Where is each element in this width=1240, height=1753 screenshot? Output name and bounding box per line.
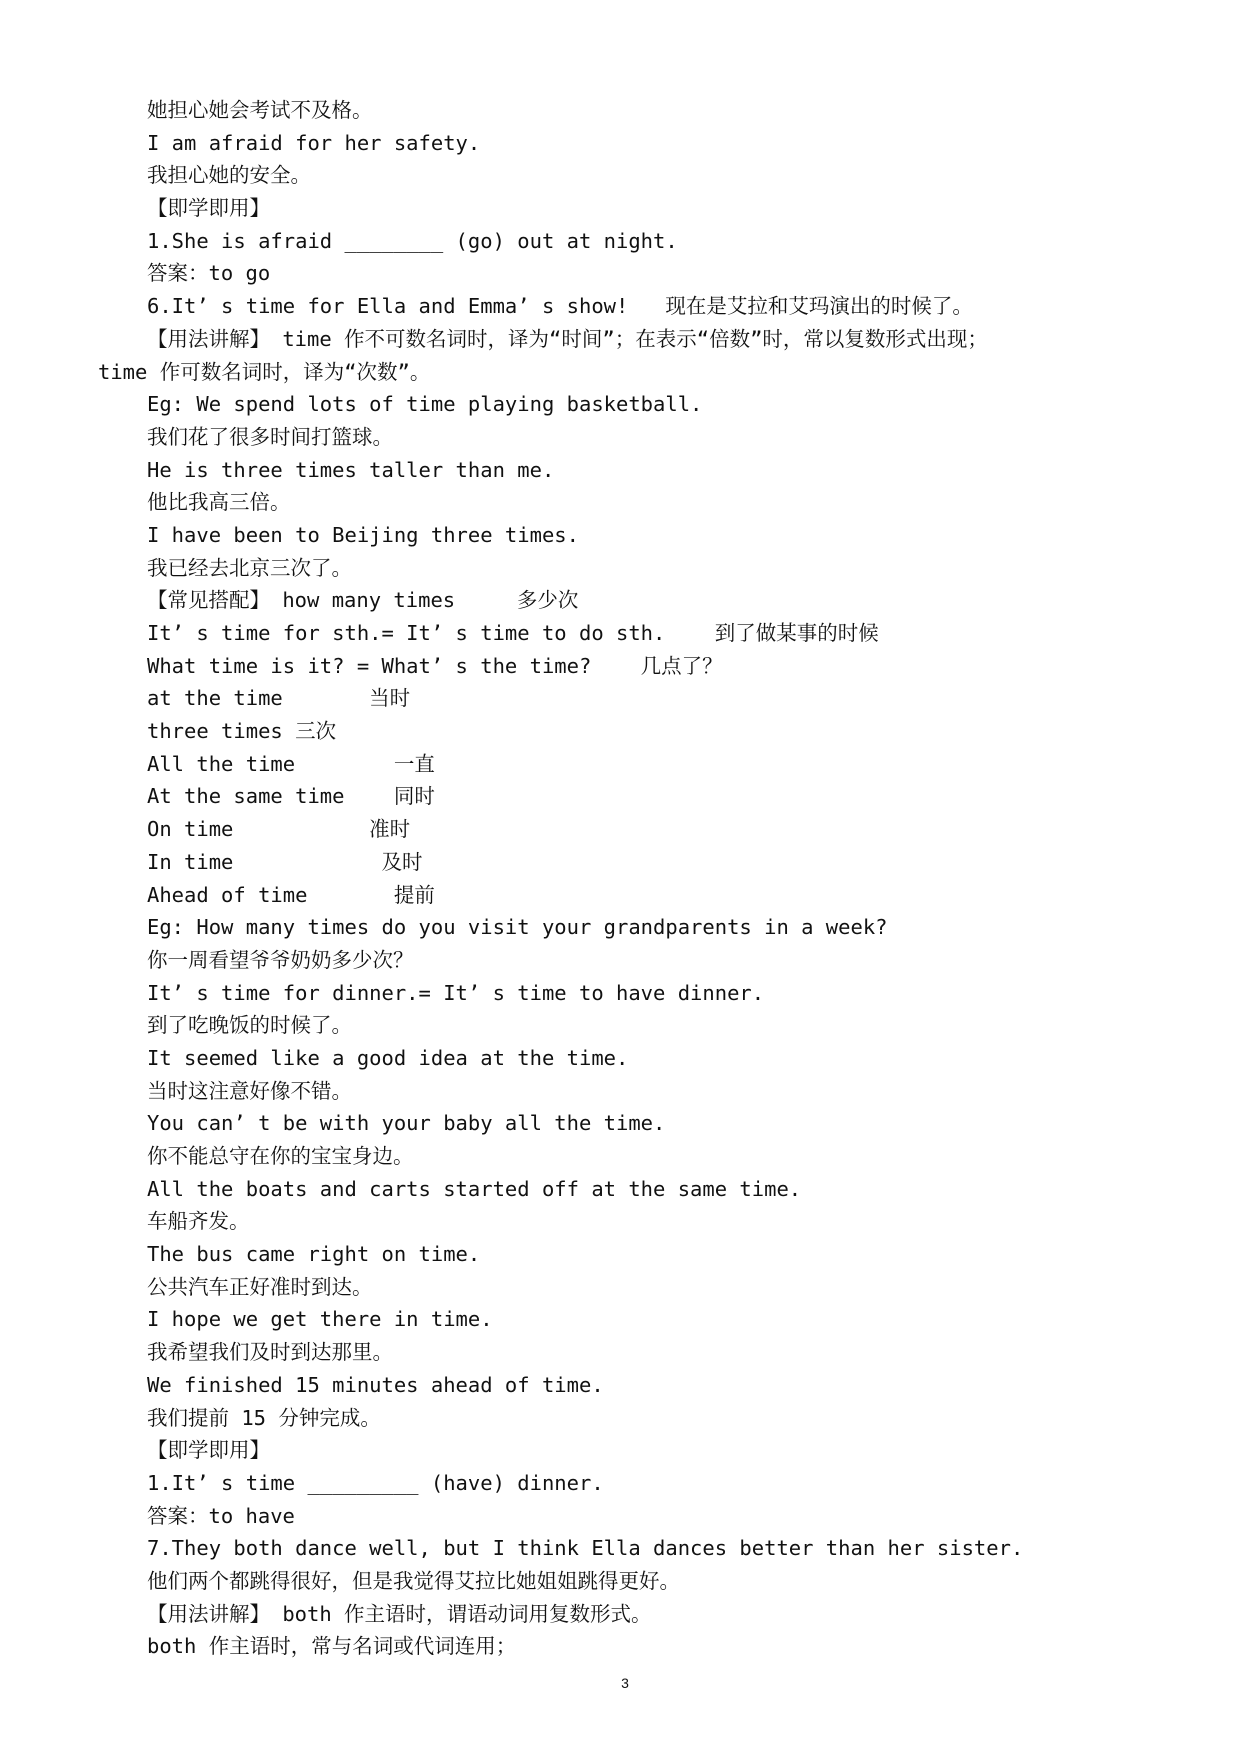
text-line: 到了吃晚饭的时候了。 bbox=[147, 1013, 352, 1038]
text-line: It’ s time for dinner.= It’ s time to have dinner. bbox=[147, 980, 765, 1005]
text-line: 【用法讲解】 both 作主语时，谓语动词用复数形式。 bbox=[147, 1601, 652, 1626]
text-line: 当时这注意好像不错。 bbox=[147, 1078, 352, 1103]
text-line: At the same time 同时 bbox=[147, 784, 435, 809]
text-line: You can’ t be with your baby all the time. bbox=[147, 1111, 666, 1136]
text-line: 他比我高三倍。 bbox=[147, 490, 291, 515]
text-line: time 作可数名词时，译为“次数”。 bbox=[98, 359, 431, 384]
text-line: 我们提前 15 分钟完成。 bbox=[147, 1405, 381, 1430]
text-line: On time 准时 bbox=[147, 817, 411, 842]
text-line: All the boats and carts started off at the same time. bbox=[147, 1176, 802, 1201]
text-line: 答案：to go bbox=[147, 261, 271, 286]
text-line: 他们两个都跳得很好，但是我觉得艾拉比她姐姐跳得更好。 bbox=[147, 1568, 680, 1593]
text-line: Ahead of time 提前 bbox=[147, 882, 435, 907]
text-line: We finished 15 minutes ahead of time. bbox=[147, 1372, 604, 1397]
text-line: 你一周看望爷爷奶奶多少次？ bbox=[147, 947, 414, 972]
text-line: All the time 一直 bbox=[147, 751, 435, 776]
text-line: It’ s time for sth.= It’ s time to do sth. 到了做某事的时候 bbox=[147, 621, 879, 645]
text-line: 我希望我们及时到达那里。 bbox=[147, 1340, 393, 1365]
text-line: Eg: How many times do you visit your grandparents in a week? bbox=[147, 915, 888, 940]
text-line: both 作主语时，常与名词或代词连用； bbox=[147, 1634, 517, 1659]
text-line: I am afraid for her safety. bbox=[147, 130, 481, 155]
text-line: 车船齐发。 bbox=[147, 1209, 250, 1234]
text-line: It seemed like a good idea at the time. bbox=[147, 1045, 629, 1070]
text-line: 答案：to have bbox=[147, 1503, 295, 1528]
text-line: He is three times taller than me. bbox=[147, 457, 555, 482]
text-line: The bus came right on time. bbox=[147, 1242, 481, 1267]
text-line: 【常见搭配】 how many times 多少次 bbox=[147, 588, 579, 613]
text-line: 【用法讲解】 time 作不可数名词时，译为“时间”；在表示“倍数”时，常以复数形式出现； bbox=[147, 326, 988, 351]
text-line: 【即学即用】 bbox=[147, 1438, 270, 1463]
text-line: 公共汽车正好准时到达。 bbox=[147, 1274, 373, 1299]
text-line: 6.It’ s time for Ella and Emma’ s show! 现在是艾拉和艾玛演出的时候了。 bbox=[147, 294, 973, 319]
text-line: What time is it? = What’ s the time? 几点了？ bbox=[147, 653, 723, 678]
text-line: 她担心她会考试不及格。 bbox=[147, 98, 373, 122]
text-line: 7.They both dance well, but I think Ella dances better than her sister. bbox=[147, 1536, 1024, 1561]
text-line: 1.It’ s time _________ (have) dinner. bbox=[147, 1470, 604, 1495]
text-line: Eg: We spend lots of time playing basketball. bbox=[147, 392, 703, 417]
text-line: three times 三次 bbox=[147, 719, 337, 744]
text-line: I have been to Beijing three times. bbox=[147, 522, 579, 547]
document-body bbox=[98, 94, 1167, 1663]
text-line: In time 及时 bbox=[147, 849, 423, 874]
text-line: 我担心她的安全。 bbox=[147, 163, 311, 188]
text-line: 你不能总守在你的宝宝身边。 bbox=[147, 1144, 414, 1168]
text-line: I hope we get there in time. bbox=[147, 1307, 493, 1332]
text-line: 【即学即用】 bbox=[147, 196, 270, 221]
text-line: at the time 当时 bbox=[147, 686, 411, 711]
page-number: 3 bbox=[621, 1675, 629, 1691]
text-line: 我已经去北京三次了。 bbox=[147, 555, 352, 580]
text-line: 我们花了很多时间打篮球。 bbox=[147, 424, 393, 449]
text-line: 1.She is afraid ________ (go) out at night. bbox=[147, 228, 678, 253]
